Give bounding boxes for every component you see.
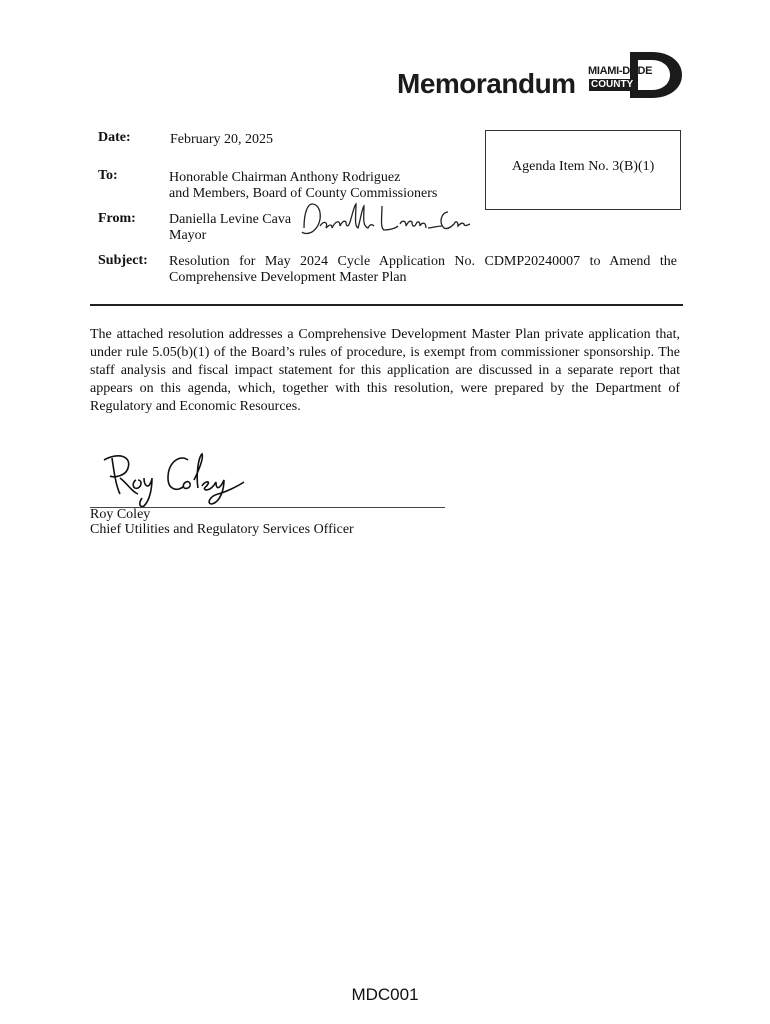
subject-line1: Resolution for May 2024 Cycle Application No. CDMP20240007 to Amend the bbox=[169, 254, 677, 269]
miami-dade-county-logo bbox=[588, 52, 682, 98]
from-label: From: bbox=[98, 211, 136, 226]
subject-line2: Comprehensive Development Master Plan bbox=[169, 270, 407, 285]
mayor-signature bbox=[298, 198, 474, 242]
to-line1: Honorable Chairman Anthony Rodriguez bbox=[169, 170, 401, 185]
to-line2: and Members, Board of County Commissioners bbox=[169, 186, 438, 201]
logo-text-miami-dade: MIAMI-DADE bbox=[588, 65, 653, 77]
logo-text-county: COUNTY bbox=[591, 79, 634, 90]
agenda-item-number: Agenda Item No. 3(B)(1) bbox=[512, 159, 655, 174]
subject-label: Subject: bbox=[98, 253, 148, 268]
from-title: Mayor bbox=[169, 228, 207, 243]
memo-header-title: Memorandum bbox=[397, 68, 576, 99]
signer-name: Roy Coley bbox=[90, 507, 151, 522]
signer-signature bbox=[98, 448, 248, 510]
header-divider bbox=[90, 304, 683, 306]
agenda-item-box bbox=[485, 130, 681, 210]
memo-body-paragraph: The attached resolution addresses a Comprehensive Development Master Plan private application that, under rule 5.05(b)(1) of the Board’s rules of procedure, is exempt from commissioner sponsorship. The staff analysis and fiscal impact statement for this application are discussed in a separate report that appears on this agenda, which, together with this resolution, were prepared by the Department of Regulatory and Economic Resources. bbox=[90, 327, 680, 414]
date-label: Date: bbox=[98, 130, 131, 145]
from-name: Daniella Levine Cava bbox=[169, 212, 292, 227]
date-value: February 20, 2025 bbox=[170, 132, 274, 147]
signer-title: Chief Utilities and Regulatory Services Officer bbox=[90, 522, 354, 537]
page-footer-code: MDC001 bbox=[351, 985, 419, 1004]
to-label: To: bbox=[98, 168, 118, 183]
